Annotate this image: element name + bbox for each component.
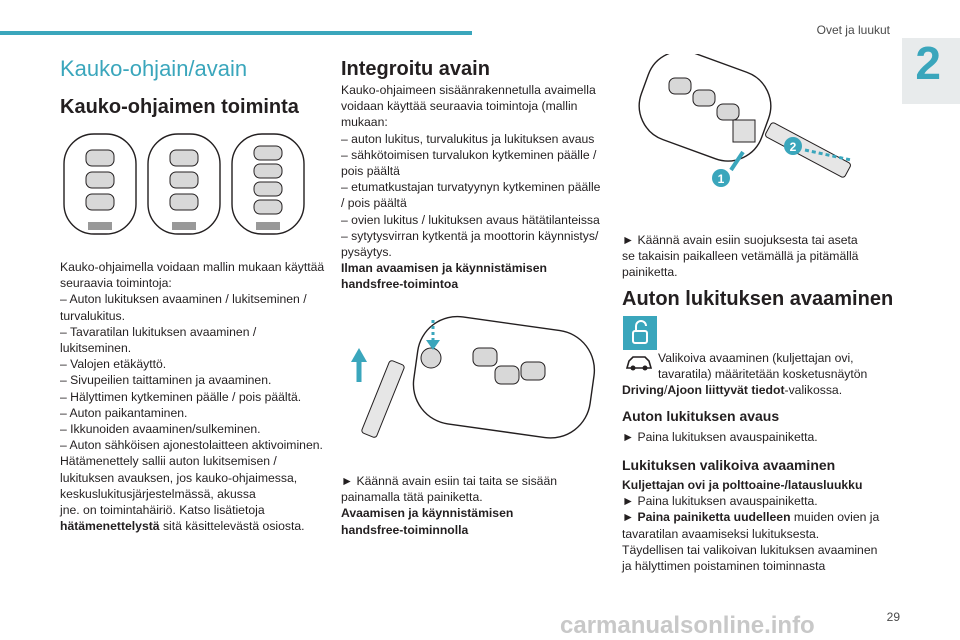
flip-key-image: [345, 310, 600, 450]
remote-text: Kauko-ohjaimella voidaan mallin mukaan käyttää seuraavia toimintoja: – Auton lukituksen avaaminen / lukitseminen / turvalukitus. – Tavaratilan lukituksen avaaminen / lukitseminen. – Valojen etäkäyttö. – Sivupeilien taittaminen ja avaaminen. – Hälyttimen kytkeminen päälle / pois päältä. – Auton paikantaminen. – Ikkunoiden avaaminen/sulkeminen. – Auton sähköisen ajonestolaitteen aktivoiminen. Hätämenettely sallii auton lukitsemisen / lukituksen avauksen, jos kauko-ohjaimessa, keskuslukitusjärjestelmässä, akussa jne. on toimintahäiriö. Katso lisätietoja hätämenettelystä sitä käsittelevästä osiosta.: [60, 260, 325, 534]
key-extract-text: ► Käännä avain esiin suojuksesta tai aseta se takaisin paikalleen vetämällä ja pitämällä painiketta.: [622, 233, 859, 280]
callout-2: 2: [789, 140, 797, 154]
subheading-selective: Lukituksen valikoiva avaaminen: [622, 457, 836, 473]
unlock-icon: [623, 316, 657, 350]
key-extract-image: [625, 54, 880, 224]
selective-unlock-text: Valikoiva avaaminen (kuljettajan ovi, tavaratila) määritetään kosketusnäytön Driving/Ajoon liittyvät tiedot-valikossa.: [622, 351, 868, 398]
section-title: Ovet ja luukut: [816, 23, 890, 37]
callout-1: 1: [717, 172, 725, 186]
page-title: Kauko-ohjain/avain: [60, 56, 248, 81]
heading-unlocking: Auton lukituksen avaaminen: [622, 288, 894, 310]
integrated-key-text: Kauko-ohjaimeen sisäänrakennetulla avaimella voidaan käyttää seuraavia toimintoja (mallin mukaan: – auton lukitus, turvalukitus ja lukituksen avaus – sähkötoimisen turvalukon kytkeminen päälle / pois päältä – etumatkustajan turvatyynyn kytkeminen päälle / pois päältä – ovien lukitus / lukituksen avaus hätätilanteissa – sytytysvirran kytkentä ja moottorin käynnistys/ pysäytys. Ilman avaamisen ja käynnistämisen handsfree-toimintoa: [341, 83, 601, 292]
unlocking-text: ► Paina lukituksen avauspainiketta.: [622, 430, 818, 444]
chapter-number: 2: [915, 37, 941, 89]
header-bar: [0, 31, 472, 35]
flip-key-text: ► Käännä avain esiin tai taita se sisään painamalla tätä painiketta. Avaamisen ja käynnistämisen handsfree-toiminnolla: [341, 474, 557, 537]
heading-remote-function: Kauko-ohjaimen toiminta: [60, 96, 299, 118]
subheading-unlocking: Auton lukituksen avaus: [622, 408, 780, 424]
remote-keys-image: [58, 130, 320, 248]
heading-integrated-key: Integroitu avain: [341, 58, 490, 80]
watermark: carmanualsonline.info: [560, 612, 815, 639]
page-number: 29: [886, 610, 900, 624]
selective-text: Kuljettajan ovi ja polttoaine-/latausluukku ► Paina lukituksen avauspainiketta. ► Paina painiketta uudelleen muiden ovien ja tavaratilan avaamiseksi lukituksesta. Täydellisen tai valikoivan lukituksen avaaminen ja hälyttimen poistaminen toiminnasta: [622, 478, 880, 574]
